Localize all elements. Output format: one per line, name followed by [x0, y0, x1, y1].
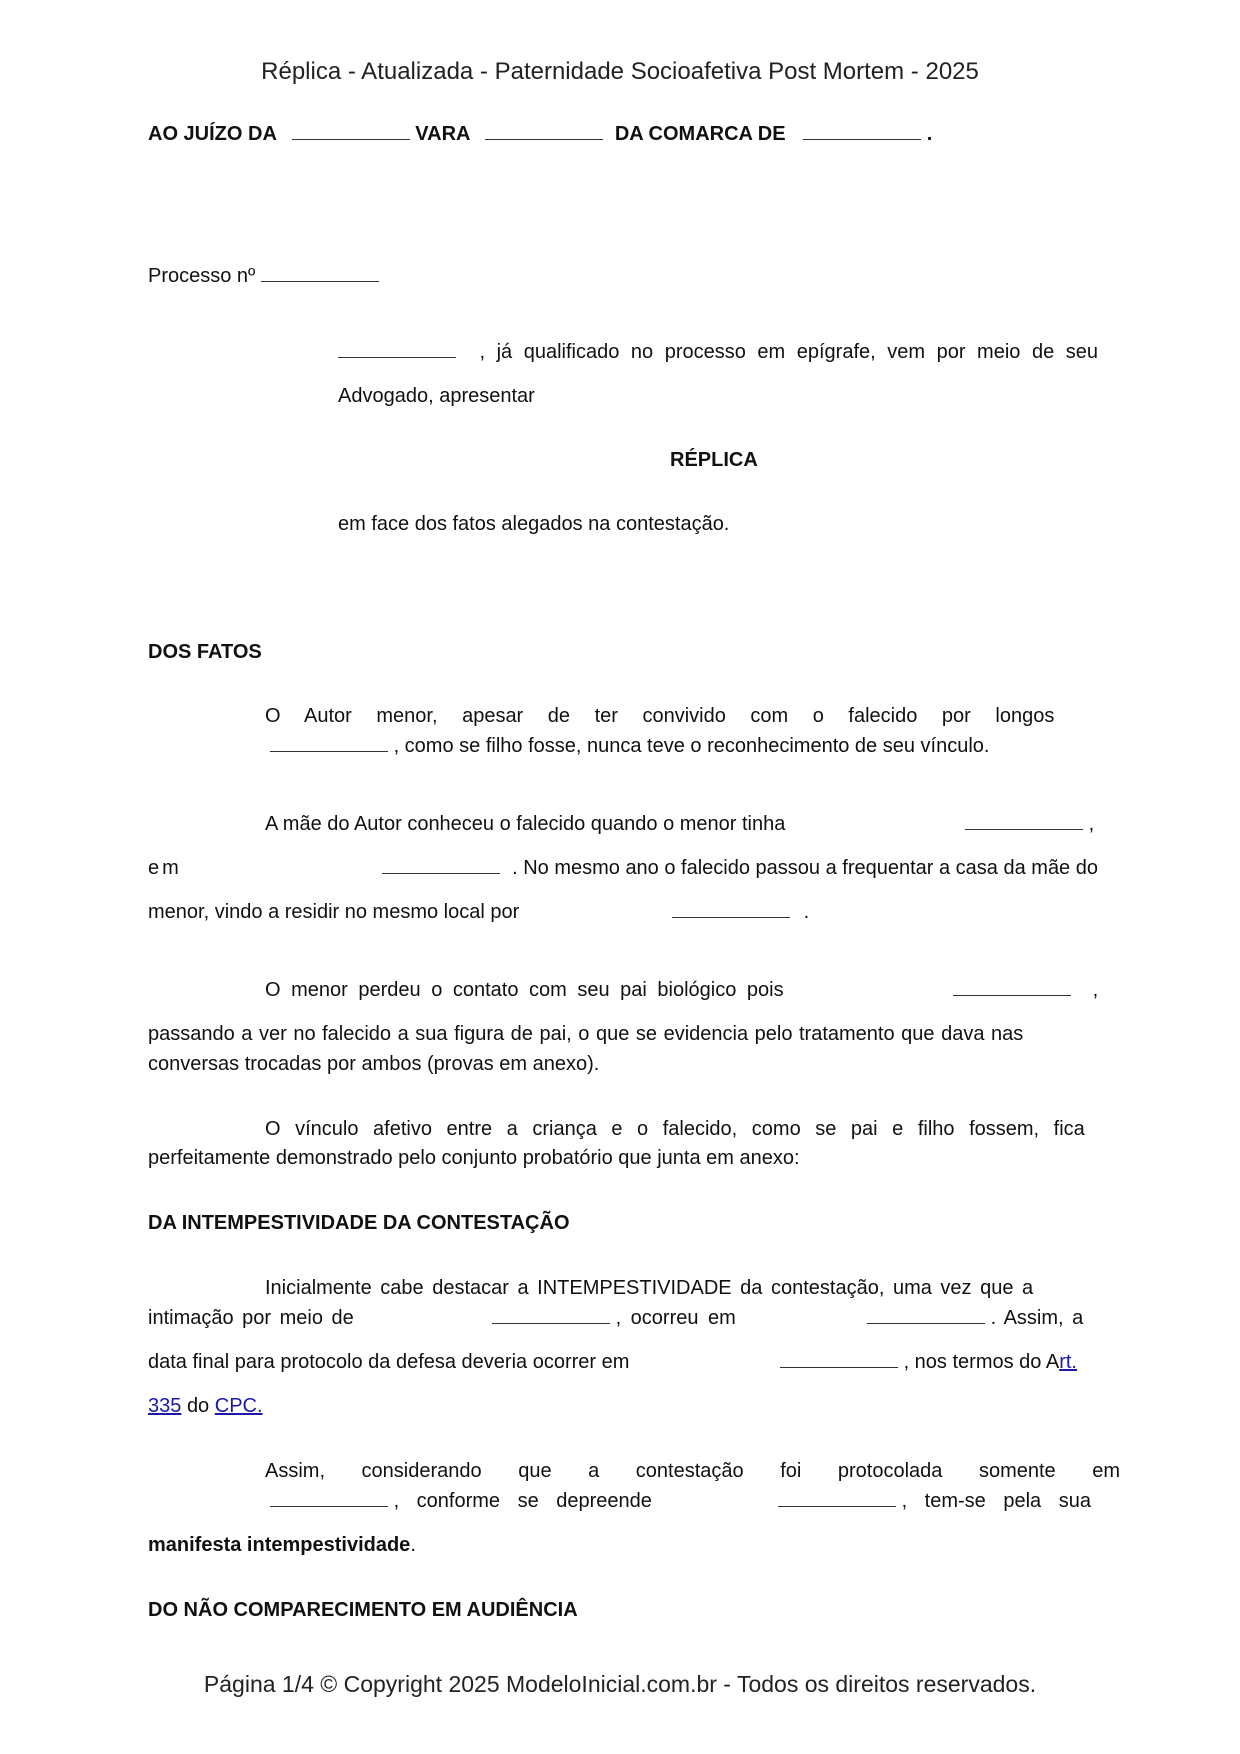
fatos-p2-l1 [265, 812, 785, 836]
intro-text1: , já qualificado no processo em epígrafe, vem por meio de seu [479, 341, 1098, 363]
fatos-p2-l3-blank [672, 900, 809, 924]
blank-field[interactable] [672, 901, 790, 918]
text: . No mesmo ano o falecido passou a frequentar a casa da mãe do [512, 857, 1098, 879]
fatos-p2-l2 [148, 856, 1098, 880]
text: , ocorreu em [615, 1307, 736, 1329]
blank-field[interactable] [382, 857, 500, 874]
text: , [1088, 813, 1095, 835]
process-label: Processo nº [148, 265, 256, 287]
text: intimação por meio de [148, 1307, 354, 1329]
address-part2: VARA [415, 123, 470, 145]
text: O Autor menor, apesar de ter convivido com o falecido por longos [265, 705, 1055, 727]
blank-field[interactable] [780, 1351, 898, 1368]
text: , como se filho fosse, nunca teve o reconhecimento de seu vínculo. [393, 735, 990, 757]
address-part1: AO JUÍZO DA [148, 123, 277, 145]
address-part3: DA COMARCA DE [614, 123, 786, 145]
section-heading-intempestividade: DA INTEMPESTIVIDADE DA CONTESTAÇÃO [148, 1212, 570, 1234]
text: , [1092, 979, 1099, 1001]
intemp-p2-l1 [265, 1459, 1121, 1483]
fatos-p1-l2 [270, 734, 989, 758]
intemp-p1-l3 [148, 1350, 629, 1374]
text: Inicialmente cabe destacar a INTEMPESTIVIDADE da contestação, uma vez que a [265, 1277, 1034, 1299]
intemp-p1-l4 [148, 1394, 263, 1418]
text: . Assim, a [990, 1307, 1084, 1329]
fatos-p4-l1 [265, 1117, 1098, 1141]
intemp-p2-l2 [270, 1489, 652, 1513]
text: O menor perdeu o contato com seu pai biológico pois [265, 979, 784, 1001]
blank-field[interactable] [867, 1307, 985, 1324]
text: A mãe do Autor conheceu o falecido quando o menor tinha [265, 813, 786, 835]
blank-field[interactable] [778, 1490, 896, 1507]
fatos-p1-l1 [265, 704, 1088, 728]
text: . [803, 901, 810, 923]
link-art-335-number[interactable]: 335 [148, 1395, 182, 1417]
text: , conforme se depreende [393, 1490, 652, 1512]
blank-field[interactable] [338, 341, 456, 358]
process-number [148, 264, 379, 288]
fatos-p3-l2: passando a ver no falecido a sua figura de pai, o que se evidencia pelo tratamento que dava nas [148, 1023, 1024, 1045]
blank-field[interactable] [492, 1307, 610, 1324]
link-art-335[interactable]: rt. [1059, 1351, 1077, 1373]
intemp-p2-l3 [148, 1533, 416, 1557]
blank-field[interactable] [261, 265, 379, 282]
text: Assim, considerando que a contestação foi protocolada somente em [265, 1460, 1121, 1482]
blank-field[interactable] [270, 735, 388, 752]
page-header: Réplica - Atualizada - Paternidade Socioafetiva Post Mortem - 2025 [261, 58, 979, 85]
fatos-p3-l1-blank [953, 978, 1098, 1002]
text: data final para protocolo da defesa deveria ocorrer em [148, 1351, 630, 1373]
court-address [148, 122, 932, 146]
blank-field[interactable] [292, 123, 410, 140]
intemp-p1-l3-b [780, 1350, 1077, 1374]
address-end: . [926, 123, 933, 145]
blank-field[interactable] [965, 813, 1083, 830]
text: , nos termos do A [903, 1351, 1060, 1373]
fatos-p4-l2: perfeitamente demonstrado pelo conjunto probatório que junta em anexo: [148, 1147, 800, 1169]
text: O vínculo afetivo entre a criança e o falecido, como se pai e filho fossem, fica [265, 1118, 1085, 1140]
intro-line1 [338, 340, 1098, 364]
intro-line2: Advogado, apresentar [338, 385, 535, 407]
section-heading-fatos: DOS FATOS [148, 641, 262, 663]
intro-line3: em face dos fatos alegados na contestação. [338, 513, 730, 535]
blank-field[interactable] [803, 123, 921, 140]
text: do [186, 1395, 210, 1417]
text: menor, vindo a residir no mesmo local por [148, 901, 520, 923]
text: , tem-se pela sua [901, 1490, 1091, 1512]
intemp-p2-l2-b [778, 1489, 1091, 1513]
blank-field[interactable] [485, 123, 603, 140]
blank-field[interactable] [270, 1490, 388, 1507]
text: . [410, 1534, 416, 1556]
section-heading-audiencia: DO NÃO COMPARECIMENTO EM AUDIÊNCIA [148, 1599, 578, 1621]
blank-field[interactable] [953, 979, 1071, 996]
intemp-p1-l2-b [492, 1306, 736, 1330]
intemp-p1-l1 [265, 1276, 1098, 1300]
page-footer: Página 1/4 © Copyright 2025 ModeloInicial.com.br - Todos os direitos reservados. [203, 1671, 1037, 1697]
link-cpc[interactable]: CPC. [214, 1395, 263, 1417]
fatos-p2-l1-blank [965, 812, 1094, 836]
bold-text: manifesta intempestividade [148, 1534, 411, 1556]
intemp-p1-l2 [148, 1306, 354, 1330]
intemp-p1-l2-c [867, 1306, 1083, 1330]
fatos-p3-l1 [265, 978, 784, 1002]
text: em [148, 857, 182, 879]
document-title: RÉPLICA [670, 449, 758, 471]
fatos-p2-l3 [148, 900, 519, 924]
fatos-p3-l3: conversas trocadas por ambos (provas em anexo). [148, 1053, 600, 1075]
